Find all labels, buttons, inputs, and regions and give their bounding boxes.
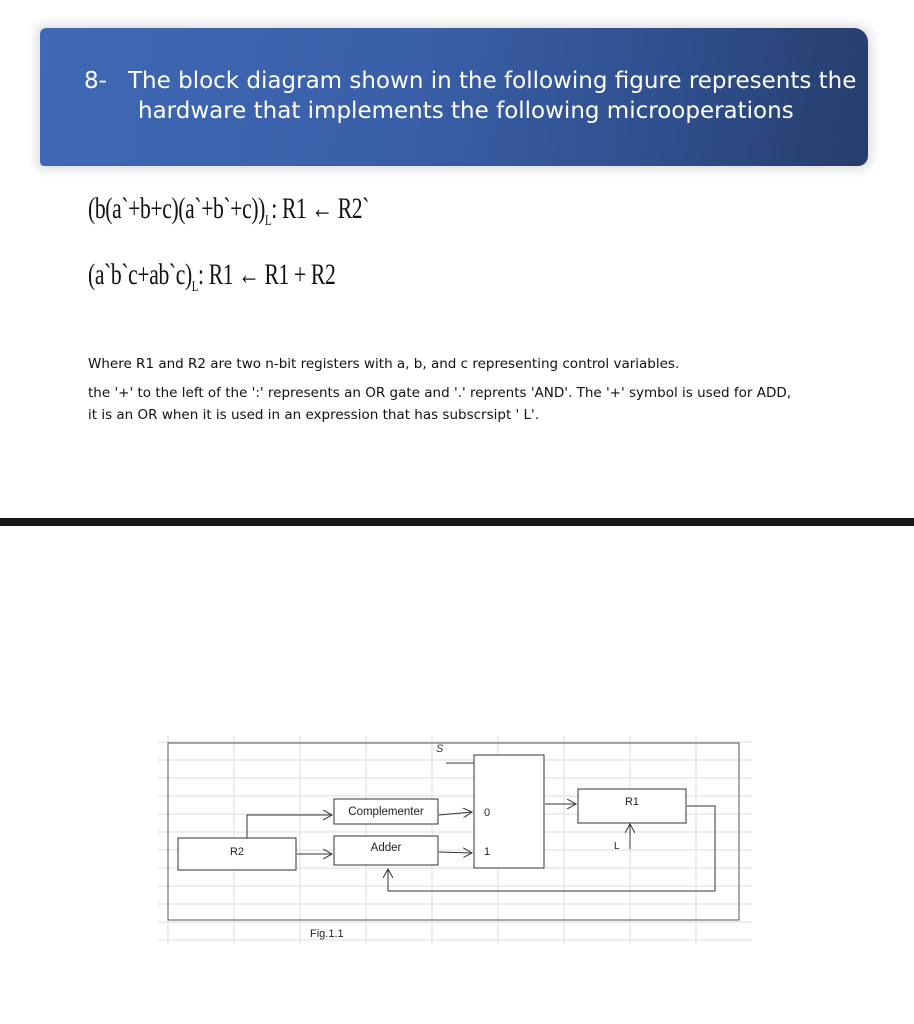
description-line-2: the '+' to the left of the ':' represents an OR gate and '.' reprents 'AND'. The '+' symbol is used for ADD, — [88, 385, 792, 401]
mux-input-0: 0 — [484, 807, 491, 819]
equation-2-condition: (a`b`c+ab`c) — [88, 258, 192, 291]
equation-2-subscript: L — [191, 279, 199, 295]
equation-1-operation: : R1 ← R2` — [271, 192, 370, 225]
equation-2-operation: : R1 ← R1 + R2 — [198, 258, 336, 291]
wire-adder-to-mux — [439, 852, 472, 853]
load-label: L — [614, 841, 620, 852]
question-number: 8- — [84, 68, 107, 94]
heading-line-1: The block diagram shown in the following figure represents the — [128, 68, 857, 94]
r1-label: R1 — [624, 796, 640, 808]
equation-1-condition: (b(a`+b+c)(a`+b`+c)) — [88, 192, 266, 225]
complementer-label: Complementer — [348, 806, 424, 818]
heading-line-2: hardware that implements the following microoperations — [138, 98, 794, 124]
adder-label: Adder — [370, 842, 402, 854]
equation-1-subscript: L — [265, 213, 272, 229]
figure-caption: Fig.1.1 — [310, 928, 344, 940]
wire-r2-to-complementer — [247, 815, 332, 838]
r2-label: R2 — [229, 846, 245, 858]
mux-input-1: 1 — [484, 846, 491, 858]
description-line-1: Where R1 and R2 are two n-bit registers with a, b, and c representing control variables. — [88, 356, 680, 372]
description-line-3: it is an OR when it is used in an expression that has subscrsipt ' L'. — [88, 407, 540, 423]
select-label: S — [436, 743, 444, 755]
